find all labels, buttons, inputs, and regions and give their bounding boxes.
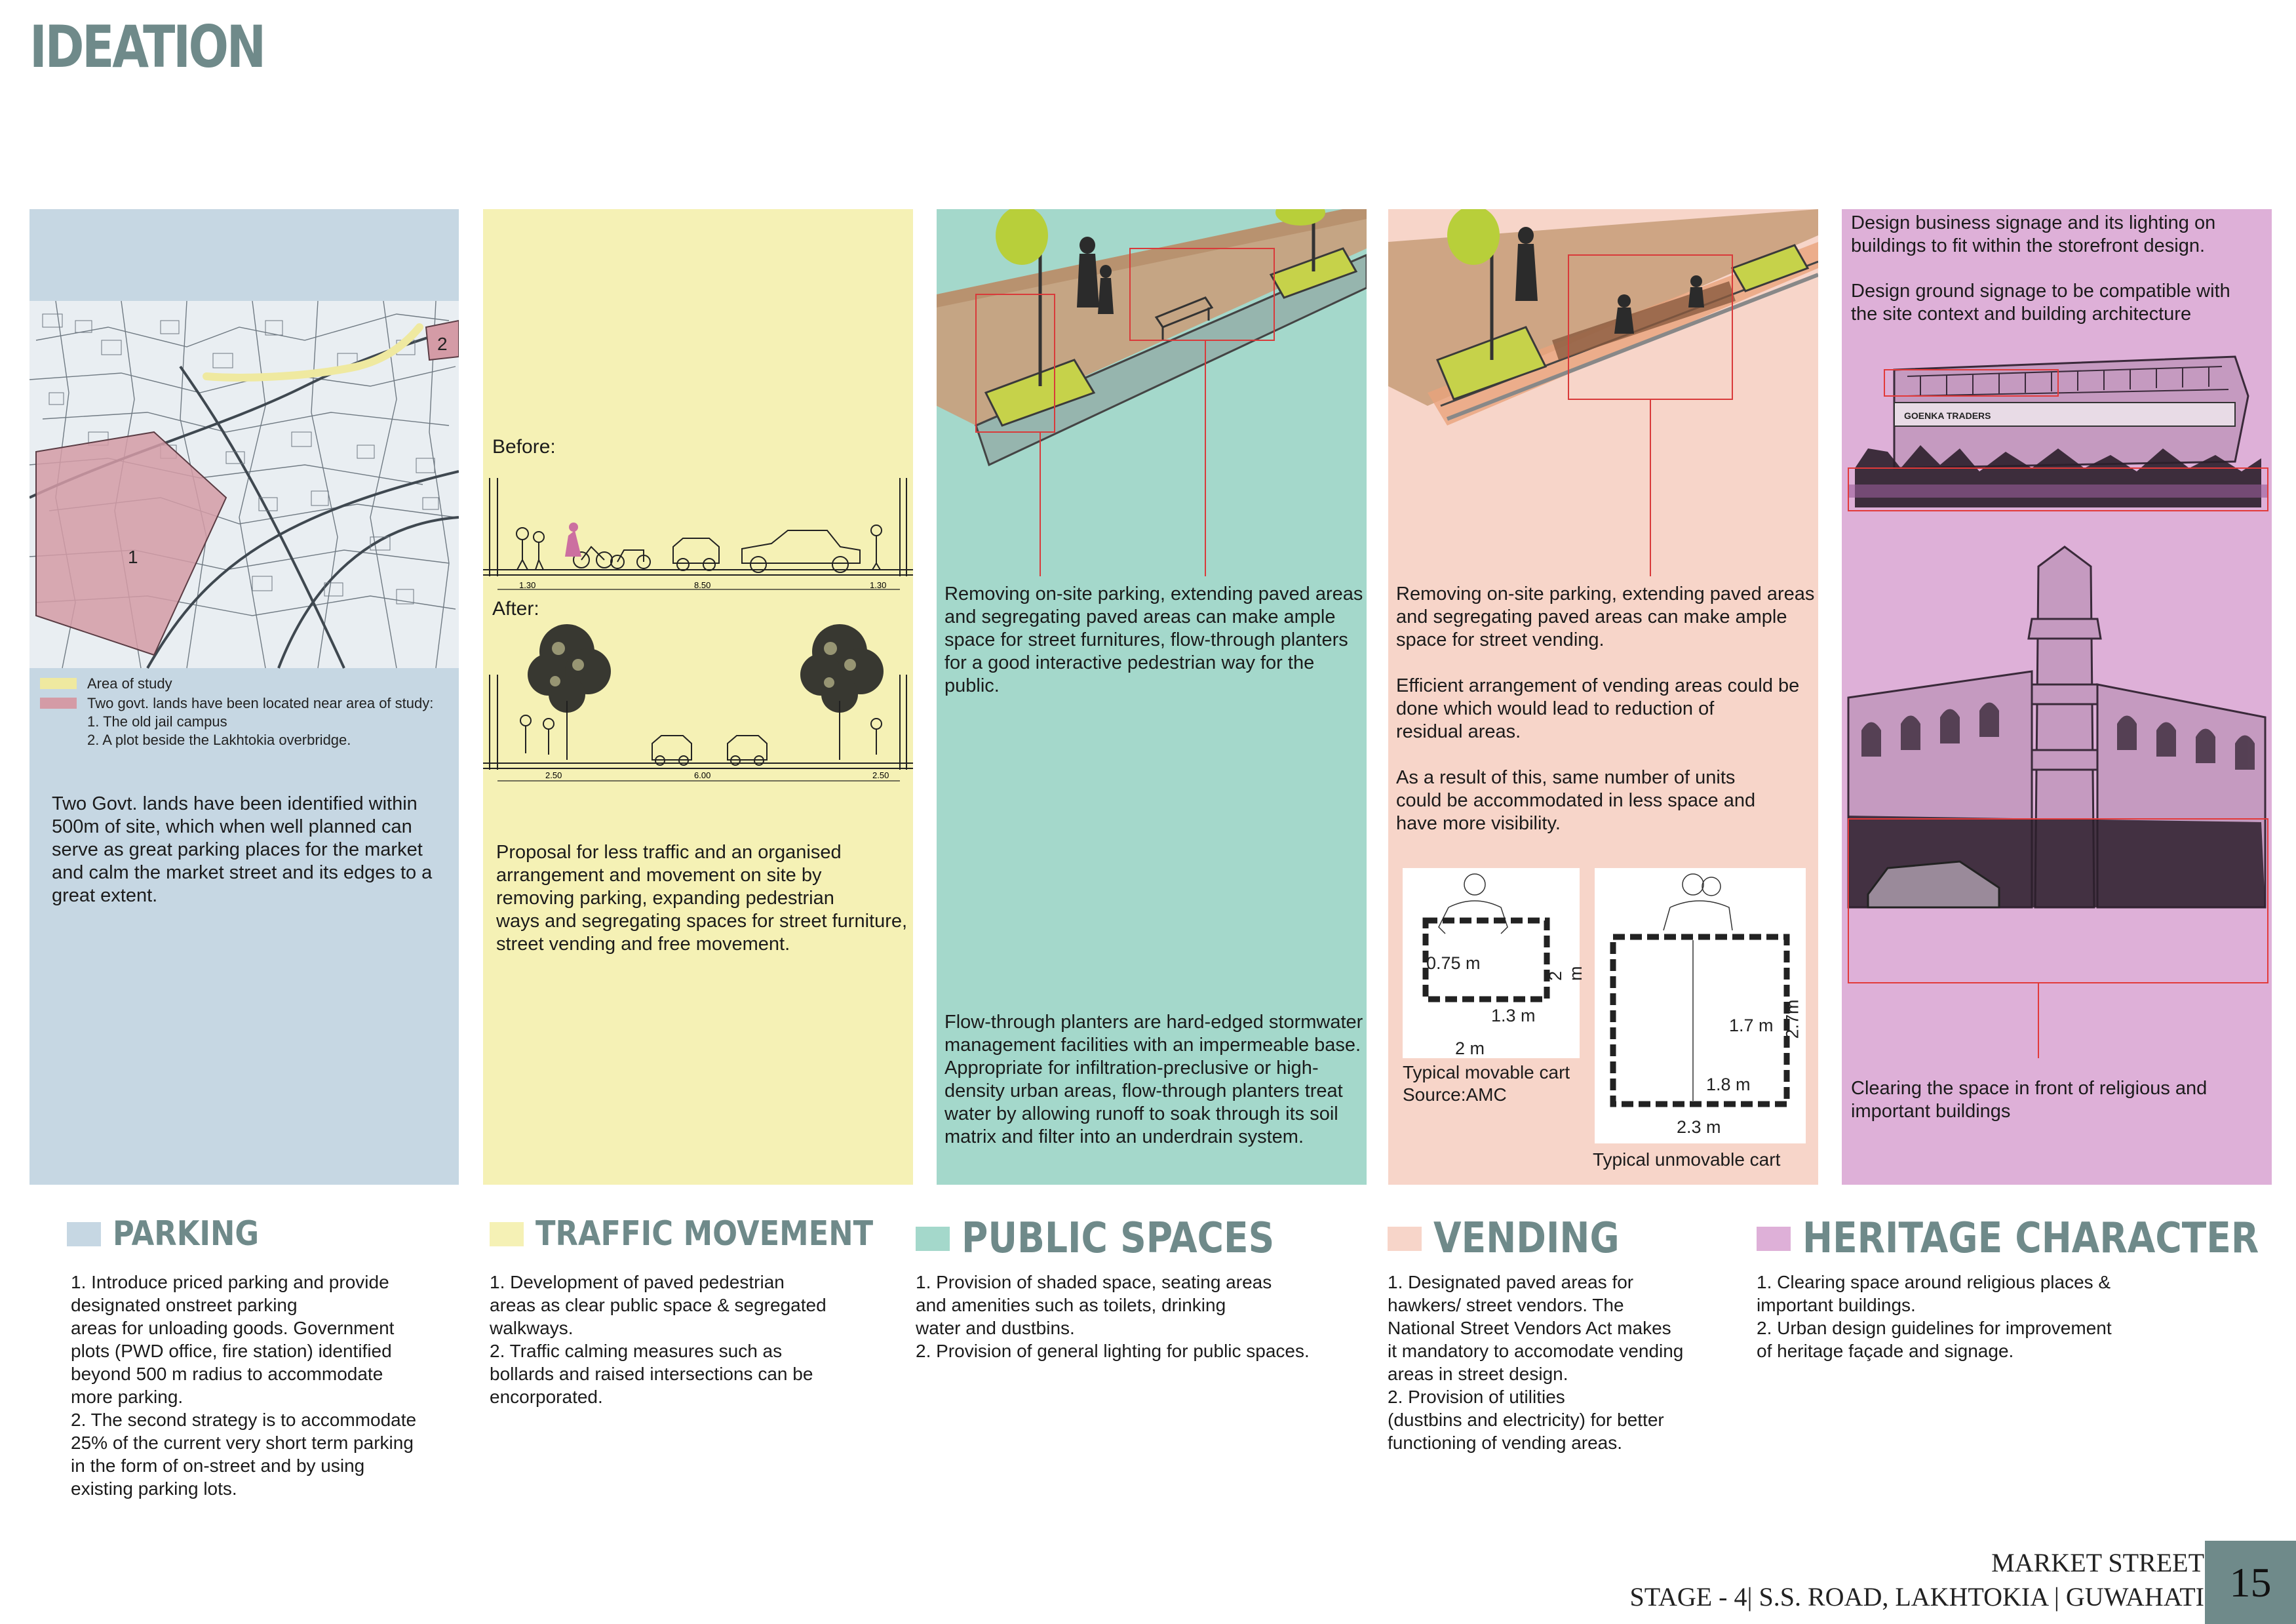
map-label-1: 1 — [128, 547, 138, 567]
text-line: 1. Provision of shaded space, seating areas — [916, 1272, 1272, 1292]
text-line: (dustbins and electricity) for better — [1388, 1410, 1664, 1430]
dim-after-mid: 6.00 — [694, 770, 711, 780]
site-map — [29, 301, 459, 865]
storefront-sign: GOENKA TRADERS — [1904, 410, 1991, 421]
public-spaces-panel — [937, 209, 1367, 1185]
street-section-before — [483, 465, 913, 616]
text-line: could be accommodated in less space and — [1396, 790, 1756, 811]
vending-panel-text-2 — [1396, 675, 1799, 743]
text-line: and amenities such as toilets, drinking — [916, 1295, 1226, 1315]
text-line: beyond 500 m radius to accommodate — [71, 1364, 383, 1384]
text-line: designated onstreet parking — [71, 1295, 298, 1315]
cart1-dim-3: 1.3 m — [1491, 1006, 1536, 1025]
category-title: HERITAGE CHARACTER — [1802, 1214, 2259, 1263]
category-traffic — [490, 1214, 928, 1254]
text-line: density urban areas, flow-through planters treat — [944, 1080, 1343, 1101]
cart2-dim-3: 1.8 m — [1706, 1075, 1751, 1094]
text-line: buildings to fit within the storefront design. — [1851, 235, 2206, 256]
text-line: Flow-through planters are hard-edged stormwater — [944, 1012, 1363, 1033]
text-line: Typical movable cart — [1403, 1062, 1570, 1082]
heritage-sketches — [1842, 330, 2272, 1058]
text-line: the site context and building architecture — [1851, 304, 2192, 325]
map-label-2: 2 — [437, 334, 448, 354]
text-line: space for street furnitures, flow-through planters — [944, 629, 1348, 650]
parking-panel — [29, 209, 459, 1185]
text-line: and calm the market street and its edges to a — [52, 862, 433, 883]
page-number: 15 — [2205, 1541, 2296, 1624]
legend-swatch-lands — [40, 698, 77, 709]
text-line: plots (PWD office, fire station) identified — [71, 1341, 392, 1361]
footer — [1629, 1546, 2204, 1614]
traffic-swatch — [490, 1222, 524, 1246]
public-panel-text-1 — [944, 583, 1363, 698]
text-line: 2. The second strategy is to accommodate — [71, 1410, 417, 1430]
text-line: residual areas. — [1396, 721, 1521, 742]
vending-swatch — [1388, 1227, 1422, 1251]
text-line: great extent. — [52, 885, 158, 906]
text-line: Design ground signage to be compatible with — [1851, 281, 2230, 302]
heritage-panel-text-1 — [1851, 212, 2215, 258]
text-line: have more visibility. — [1396, 813, 1561, 834]
text-line: bollards and raised intersections can be — [490, 1364, 813, 1384]
cart1-dim-1: 0.75 m — [1426, 953, 1481, 973]
text-line: important buildings — [1851, 1101, 2011, 1122]
text-line: space for street vending. — [1396, 629, 1605, 650]
text-line: it mandatory to accomodate vending — [1388, 1341, 1684, 1361]
text-line: Removing on-site parking, extending paved areas — [944, 584, 1363, 604]
text-line: functioning of vending areas. — [1388, 1433, 1623, 1453]
movable-cart-diagram — [1403, 868, 1586, 1058]
text-line: 2. Urban design guidelines for improvement — [1757, 1318, 2112, 1338]
text-line: areas as clear public space & segregated — [490, 1295, 827, 1315]
text-line: 1. Clearing space around religious places & — [1757, 1272, 2111, 1292]
legend-item-2: 2. A plot beside the Lakhtokia overbridge. — [87, 732, 351, 748]
text-line: water by allowing runoff to soak through its soil — [944, 1103, 1338, 1124]
legend-swatch-area — [40, 678, 77, 689]
text-line: water and dustbins. — [916, 1318, 1075, 1338]
dim-before-right: 1.30 — [870, 580, 887, 590]
category-title: PUBLIC SPACES — [962, 1214, 1275, 1263]
text-line: As a result of this, same number of units — [1396, 767, 1736, 788]
dim-before-left: 1.30 — [519, 580, 536, 590]
parking-swatch — [67, 1222, 101, 1246]
heritage-panel-text-2 — [1851, 280, 2230, 326]
parking-panel-text — [52, 793, 432, 907]
public-description — [916, 1271, 1310, 1362]
heritage-panel — [1842, 209, 2272, 1185]
after-label: After: — [492, 598, 539, 620]
text-line: areas for unloading goods. Government — [71, 1318, 395, 1338]
dim-after-right: 2.50 — [872, 770, 889, 780]
text-line: more parking. — [71, 1387, 184, 1407]
text-line: matrix and filter into an underdrain system. — [944, 1126, 1304, 1147]
text-line: Appropriate for infiltration-preclusive or high- — [944, 1058, 1319, 1079]
cart1-dim-4: 2 m — [1455, 1039, 1485, 1058]
text-line: management facilities with an impermeable base. — [944, 1035, 1361, 1056]
text-line: 1. Introduce priced parking and provide — [71, 1272, 389, 1292]
vending-panel — [1388, 209, 1818, 1185]
dim-before-mid: 8.50 — [694, 580, 711, 590]
text-line: 25% of the current very short term parking — [71, 1433, 414, 1453]
unmovable-cart-caption: Typical unmovable cart — [1593, 1149, 1781, 1170]
traffic-description — [490, 1271, 827, 1408]
text-line: 1. Development of paved pedestrian — [490, 1272, 785, 1292]
project-name: MARKET STREET — [1991, 1548, 2204, 1577]
text-line: ways and segregating spaces for street furniture, — [496, 911, 908, 932]
category-public-spaces — [916, 1214, 1325, 1263]
public-space-sketch — [937, 209, 1367, 576]
text-line: existing parking lots. — [71, 1478, 237, 1499]
text-line: National Street Vendors Act makes — [1388, 1318, 1671, 1338]
text-line: Removing on-site parking, extending paved areas — [1396, 584, 1815, 604]
category-vending — [1388, 1214, 1650, 1263]
text-line: 2. Provision of general lighting for public spaces. — [916, 1341, 1310, 1361]
text-line: walkways. — [490, 1318, 574, 1338]
text-line: public. — [944, 675, 1000, 696]
text-line: encorporated. — [490, 1387, 603, 1407]
map-legend — [40, 675, 433, 751]
category-parking — [67, 1214, 282, 1254]
text-line: Clearing the space in front of religious and — [1851, 1078, 2208, 1099]
project-location: STAGE - 4| S.S. ROAD, LAKHTOKIA | GUWAHATI — [1629, 1582, 2204, 1612]
category-title: PARKING — [113, 1214, 260, 1254]
text-line: and segregating paved areas can make ample — [1396, 606, 1787, 627]
legend-lands-label: Two govt. lands have been located near area of study: — [87, 695, 434, 711]
category-title: TRAFFIC MOVEMENT — [535, 1214, 874, 1254]
text-line: 2. Traffic calming measures such as — [490, 1341, 783, 1361]
text-line: and segregating paved areas can make ample — [944, 606, 1336, 627]
legend-item-1: 1. The old jail campus — [87, 713, 227, 730]
text-line: street vending and free movement. — [496, 934, 790, 955]
text-line: in the form of on-street and by using — [71, 1456, 365, 1476]
text-line: serve as great parking places for the market — [52, 839, 423, 860]
text-line: Design business signage and its lighting on — [1851, 212, 2216, 233]
traffic-panel — [483, 209, 913, 1185]
vending-sketch — [1388, 209, 1818, 576]
category-title: VENDING — [1433, 1214, 1620, 1263]
before-label: Before: — [492, 436, 556, 458]
vending-panel-text-1 — [1396, 583, 1814, 652]
vending-panel-text-3 — [1396, 766, 1755, 835]
text-line: arrangement and movement on site by — [496, 865, 822, 886]
street-section-after — [483, 603, 913, 806]
public-panel-text-2 — [944, 1011, 1363, 1149]
category-heritage — [1757, 1214, 2296, 1263]
traffic-panel-text — [496, 841, 907, 956]
movable-cart-caption — [1403, 1061, 1570, 1106]
text-line: Two Govt. lands have been identified within — [52, 793, 418, 814]
text-line: of heritage façade and signage. — [1757, 1341, 2014, 1361]
public-swatch — [916, 1227, 950, 1251]
heritage-description — [1757, 1271, 2112, 1362]
heritage-swatch — [1757, 1227, 1791, 1251]
dim-after-left: 2.50 — [545, 770, 562, 780]
text-line: Source:AMC — [1403, 1084, 1507, 1105]
text-line: areas in street design. — [1388, 1364, 1568, 1384]
text-line: removing parking, expanding pedestrian — [496, 888, 834, 909]
text-line: hawkers/ street vendors. The — [1388, 1295, 1624, 1315]
text-line: 2. Provision of utilities — [1388, 1387, 1565, 1407]
text-line: Proposal for less traffic and an organised — [496, 842, 842, 863]
vending-description — [1388, 1271, 1683, 1454]
cart1-dim-2: 2 m — [1546, 966, 1586, 981]
cart2-dim-2: 2.7m — [1782, 999, 1802, 1039]
parking-description — [71, 1271, 416, 1500]
text-line: important buildings. — [1757, 1295, 1916, 1315]
text-line: 500m of site, which when well planned can — [52, 816, 412, 837]
cart2-dim-4: 2.3 m — [1677, 1117, 1721, 1137]
heritage-panel-text-3 — [1851, 1077, 2207, 1123]
text-line: for a good interactive pedestrian way for the — [944, 652, 1315, 673]
text-line: 1. Designated paved areas for — [1388, 1272, 1634, 1292]
text-line: Efficient arrangement of vending areas could be — [1396, 675, 1800, 696]
cart2-dim-1: 1.7 m — [1729, 1016, 1774, 1035]
text-line: done which would lead to reduction of — [1396, 698, 1715, 719]
legend-area-label: Area of study — [87, 675, 172, 692]
unmovable-cart-diagram — [1595, 868, 1806, 1143]
page-title: IDEATION — [29, 13, 264, 81]
